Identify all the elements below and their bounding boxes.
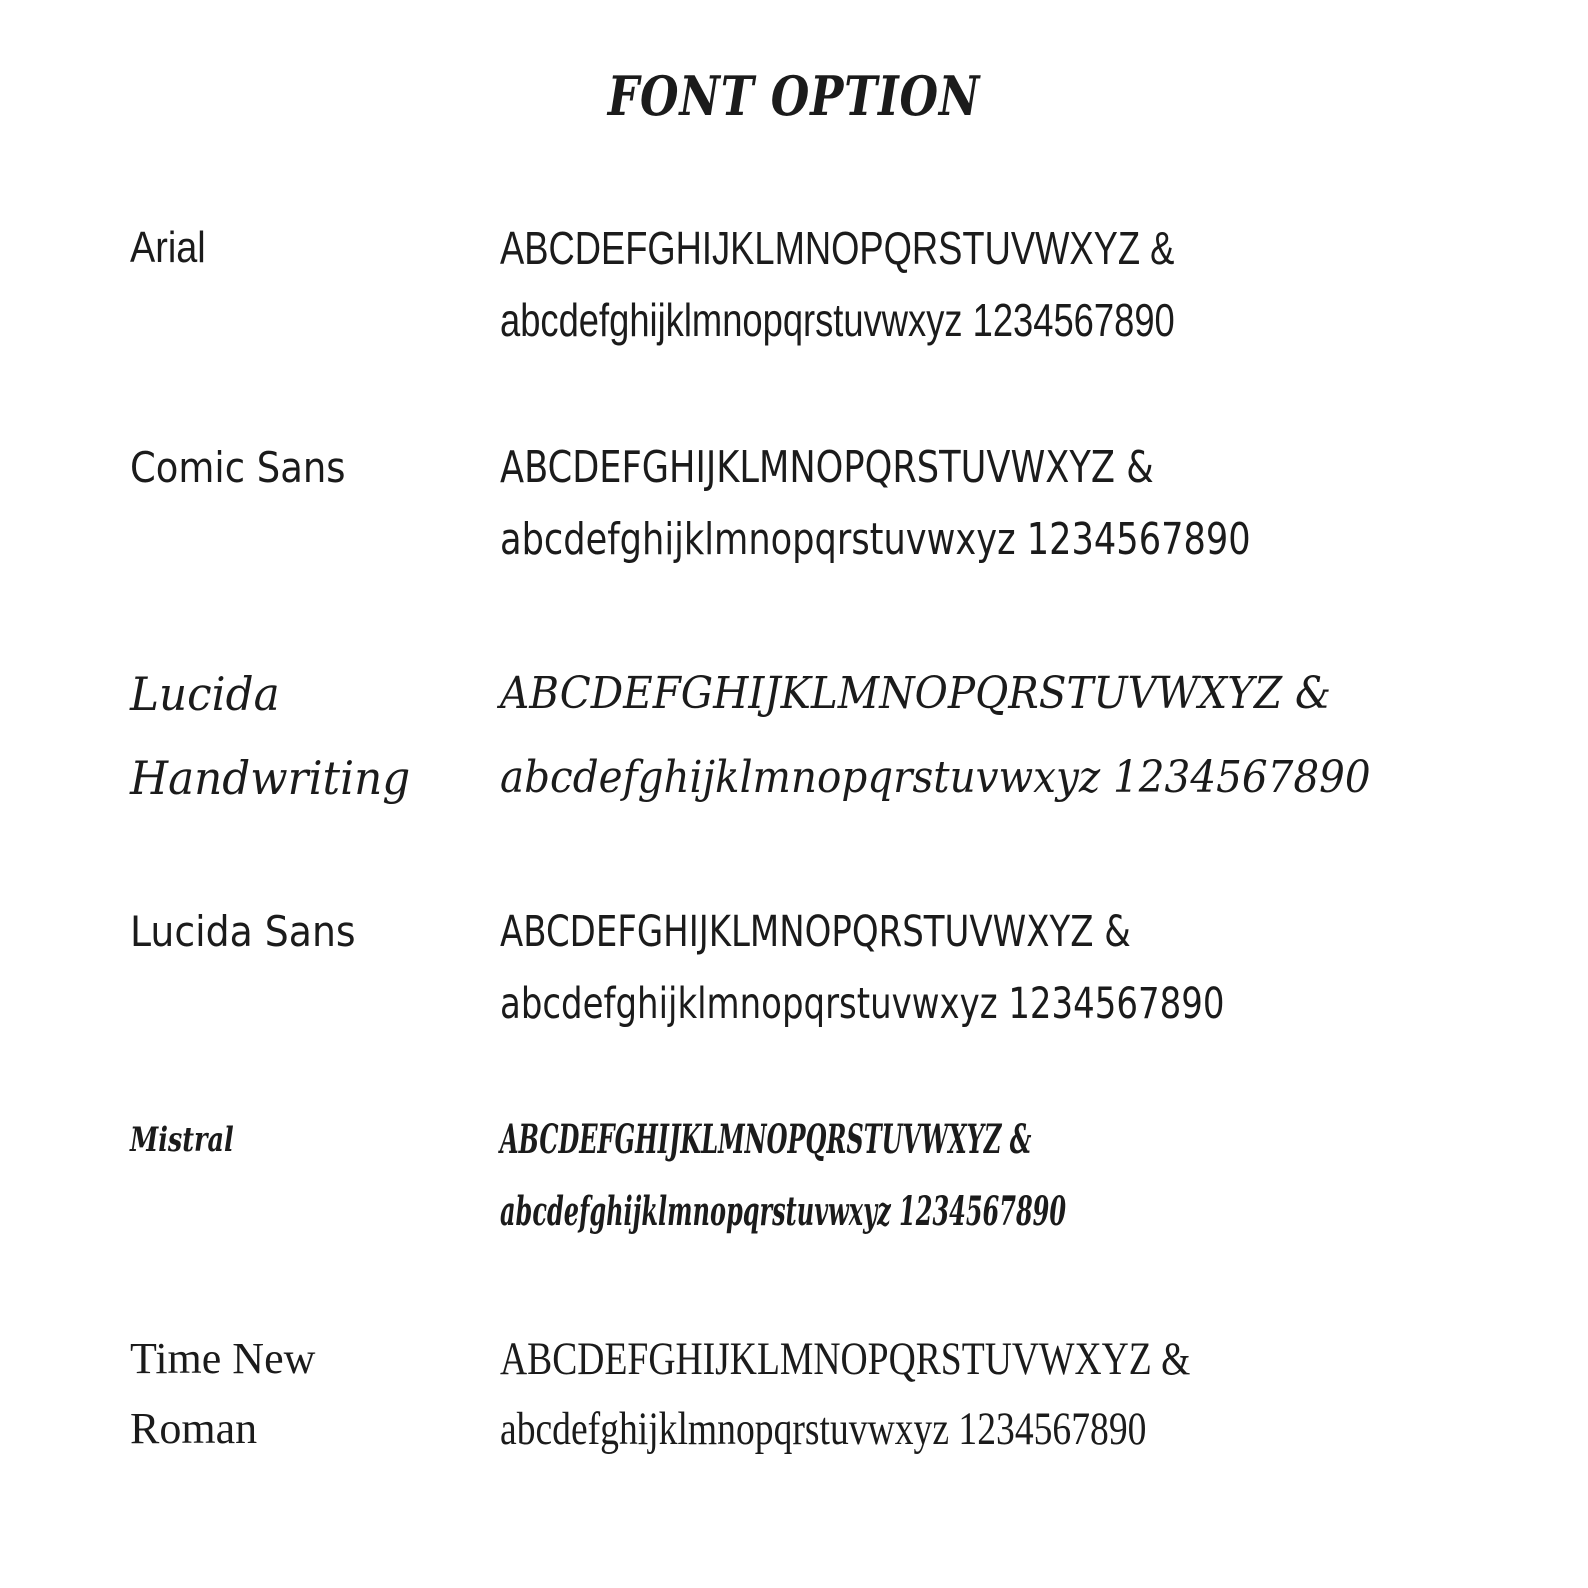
font-name-label: Lucida Sans <box>130 907 356 956</box>
font-sample <box>500 212 1528 356</box>
font-row-lucida-handwriting <box>130 652 1528 820</box>
font-row-time-new-roman <box>130 1324 1528 1464</box>
font-sample-uppercase: ABCDEFGHIJKLMNOPQRSTUVWXYZ & <box>500 442 1154 493</box>
font-row-mistral <box>130 1104 1528 1248</box>
font-sample-uppercase: ABCDEFGHIJKLMNOPQRSTUVWXYZ & <box>500 222 1175 274</box>
font-sample-uppercase: ABCDEFGHIJKLMNOPQRSTUVWXYZ & <box>500 907 1131 957</box>
font-sample-uppercase: ABCDEFGHIJKLMNOPQRSTUVWXYZ & <box>500 1333 1191 1385</box>
font-sample-uppercase: ABCDEFGHIJKLMNOPQRSTUVWXYZ & <box>500 668 1331 719</box>
font-name-label: Arial <box>130 223 206 272</box>
font-name-label: Time New Roman <box>130 1334 316 1453</box>
font-sample <box>500 1324 1528 1464</box>
font-name-label: Lucida Handwriting <box>130 667 411 805</box>
font-sample-lowercase: abcdefghijklmnopqrstuvwxyz 1234567890 <box>500 294 1175 346</box>
font-sample-uppercase: ABCDEFGHIJKLMNOPQRSTUVWXYZ & <box>500 1116 1032 1163</box>
font-sample-lowercase: abcdefghijklmnopqrstuvwxyz 1234567890 <box>500 752 1371 803</box>
font-row-lucida-sans <box>130 896 1528 1040</box>
font-name-label: Mistral <box>130 1120 234 1160</box>
font-name-label: Comic Sans <box>130 443 346 492</box>
font-row-arial <box>130 212 1528 356</box>
font-sample <box>500 896 1528 1040</box>
page-title: FONT OPTION <box>607 64 981 128</box>
font-sample <box>500 1104 1528 1248</box>
font-sample-lowercase: abcdefghijklmnopqrstuvwxyz 1234567890 <box>500 1403 1147 1455</box>
font-sample <box>500 652 1528 820</box>
font-row-comic-sans <box>130 432 1528 576</box>
font-sample-lowercase: abcdefghijklmnopqrstuvwxyz 1234567890 <box>500 979 1225 1029</box>
font-sample <box>500 432 1528 576</box>
font-sample-lowercase: abcdefghijklmnopqrstuvwxyz 1234567890 <box>500 1188 1067 1235</box>
font-sample-lowercase: abcdefghijklmnopqrstuvwxyz 1234567890 <box>500 514 1251 565</box>
